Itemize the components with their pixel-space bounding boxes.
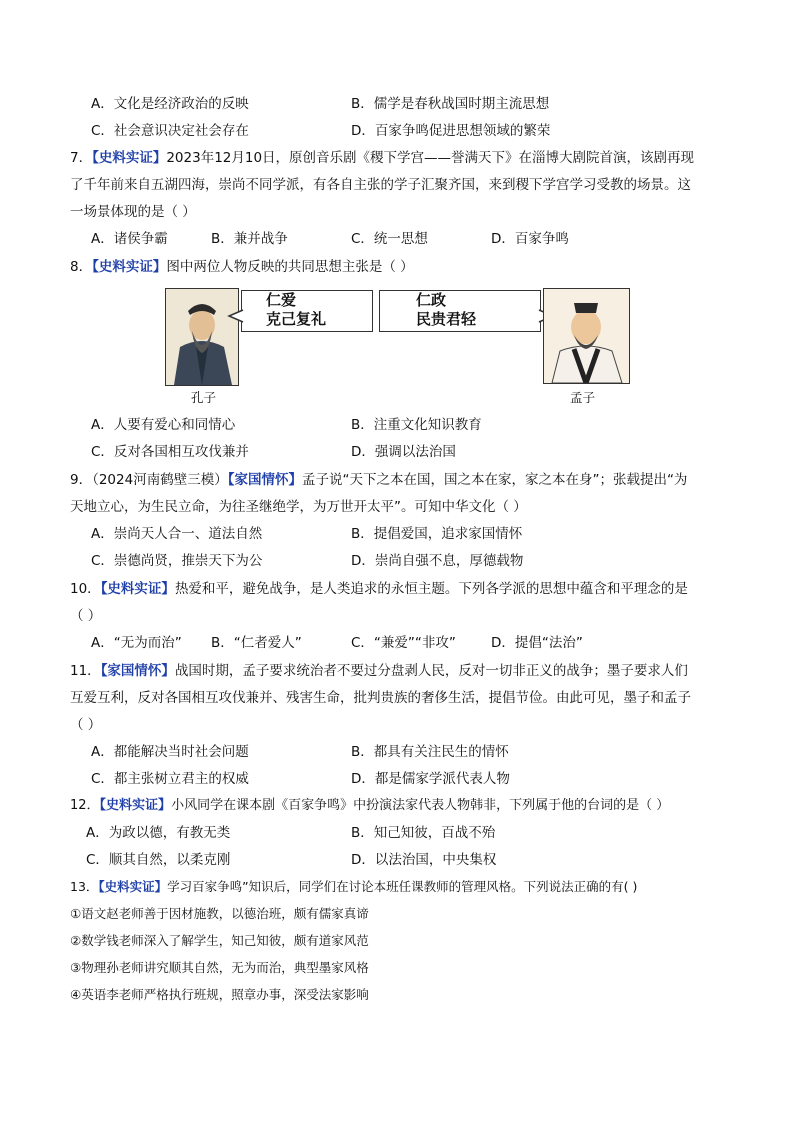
q11-stem-line1 [70, 661, 688, 681]
q8-option-b: B．注重文化知识教育 [351, 417, 482, 433]
q6-option-d: D．百家争鸣促进思想领域的繁荣 [351, 123, 551, 139]
q10-option-c: C．“兼爱”“非攻” [351, 635, 456, 651]
q10-option-d: D．提倡“法治” [491, 635, 583, 651]
q11-option-d: D．都是儒家学派代表人物 [351, 771, 510, 787]
speech-bubble-mencius [379, 290, 541, 332]
q9-tag: 【家国情怀】 [227, 472, 302, 488]
q13-item-3: ③物理孙老师讲究顺其自然，无为而治，典型墨家风格 [70, 960, 369, 975]
q11-option-c: C．都主张树立君主的权威 [91, 771, 249, 787]
q13-text: 学习百家争鸣”知识后，同学们在讨论本班任课教师的管理风格。下列说法正确的有( ) [167, 879, 638, 894]
q8-number: 8． [70, 259, 93, 275]
q6-option-a: A．文化是经济政治的反映 [91, 96, 249, 112]
q10-stem-line2: （ ） [70, 608, 102, 624]
q13-item-4: ④英语李老师严格执行班规，照章办事，深受法家影响 [70, 987, 369, 1002]
q12-stem [70, 796, 669, 816]
q12-option-c: C．顺其自然，以柔克刚 [86, 852, 231, 868]
bubble-right-line1: 仁政 [416, 291, 447, 309]
q8-option-d: D．强调以法治国 [351, 444, 456, 460]
caption-mencius: 孟子 [570, 390, 596, 405]
q7-stem-line3: 一场景体现的是（ ） [70, 204, 196, 220]
q7-number: 7． [70, 150, 93, 166]
q7-stem-line2: 了千年前来自五湖四海，崇尚不同学派，有各自主张的学子汇聚齐国，来到稷下学宫学习受教的场景。这 [70, 177, 691, 193]
q10-option-b: B．“仁者爱人” [211, 635, 302, 651]
q7-option-a: A．诸侯争霸 [91, 231, 168, 247]
q11-option-b: B．都具有关注民生的情怀 [351, 744, 509, 760]
q13-tag: 【史料实证】 [98, 879, 168, 894]
q10-number: 10． [70, 581, 101, 597]
q10-stem-line1 [70, 579, 688, 599]
q7-tag: 【史料实证】 [92, 150, 167, 166]
q9-text-1: 孟子说“天下之本在国，国之本在家，家之本在身”；张载提出“为 [301, 472, 688, 488]
q8-figure [165, 288, 630, 405]
q8-option-c: C．反对各国相互攻伐兼并 [91, 444, 249, 460]
q13-stem [70, 877, 637, 897]
q7-option-b: B．兼并战争 [211, 231, 288, 247]
q8-stem [70, 257, 414, 277]
q8-tag: 【史料实证】 [92, 259, 167, 275]
q12-number: 12． [70, 798, 100, 813]
caption-confucius: 孔子 [191, 390, 217, 405]
bubble-left-line2: 克己复礼 [266, 310, 327, 328]
q9-option-b: B．提倡爱国，追求家国情怀 [351, 526, 523, 542]
q11-stem-line3: （ ） [70, 717, 102, 733]
q9-number: 9．（2024河南鹤壁三模） [70, 472, 228, 488]
confucius-portrait [165, 288, 239, 386]
q9-option-a: A．崇尚天人合一、道法自然 [91, 526, 263, 542]
q12-option-b: B．知己知彼，百战不殆 [351, 825, 496, 841]
bubble-left-pointer [227, 308, 245, 324]
q13-number: 13． [70, 879, 99, 894]
q8-text: 图中两位人物反映的共同思想主张是（ ） [166, 259, 414, 275]
q10-option-a: A．“无为而治” [91, 635, 182, 651]
q11-option-a: A．都能解决当时社会问题 [91, 744, 249, 760]
q9-stem-line2: 天地立心，为生民立命，为往圣继绝学，为万世开太平”。可知中华文化（ ） [70, 499, 527, 515]
q8-option-a: A．人要有爱心和同情心 [91, 417, 236, 433]
q12-option-a: A．为政以德，有教无类 [86, 825, 231, 841]
q11-tag: 【家国情怀】 [100, 663, 175, 679]
q11-stem-line2: 互爱互利，反对各国相互攻伐兼并、残害生命，批判贵族的奢侈生活，提倡节俭。由此可见，墨子和孟子 [70, 690, 691, 706]
bubble-right-line2: 民贵君轻 [416, 310, 477, 328]
q9-option-d: D．崇尚自强不息，厚德载物 [351, 553, 524, 569]
bubble-left-line1: 仁爱 [266, 291, 297, 309]
q7-stem-line1 [70, 148, 694, 168]
q6-option-b: B．儒学是春秋战国时期主流思想 [351, 96, 550, 112]
q12-tag: 【史料实证】 [99, 798, 172, 813]
speech-bubble-confucius [241, 290, 373, 332]
q7-option-d: D．百家争鸣 [491, 231, 569, 247]
q9-option-c: C．崇德尚贤，推崇天下为公 [91, 553, 263, 569]
mencius-portrait [543, 288, 630, 384]
q11-number: 11． [70, 663, 101, 679]
q10-text-1: 热爱和平，避免战争，是人类追求的永恒主题。下列各学派的思想中蕴含和平理念的是 [174, 581, 688, 597]
q12-option-d: D．以法治国，中央集权 [351, 852, 497, 868]
q10-tag: 【史料实证】 [100, 581, 175, 597]
q12-text: 小风同学在课本剧《百家争鸣》中扮演法家代表人物韩非，下列属于他的台词的是（ ） [171, 798, 670, 813]
q7-option-c: C．统一思想 [351, 231, 428, 247]
q7-text-1: 2023年12月10日，原创音乐剧《稷下学宫——誉满天下》在淄博大剧院首演，该剧再现 [166, 150, 695, 166]
q6-option-c: C．社会意识决定社会存在 [91, 123, 249, 139]
q9-stem-line1 [70, 470, 687, 490]
q13-item-2: ②数学钱老师深入了解学生，知己知彼，颇有道家风范 [70, 933, 369, 948]
q13-item-1: ①语文赵老师善于因材施教，以德治班，颇有儒家真谛 [70, 906, 369, 921]
q11-text-1: 战国时期，孟子要求统治者不要过分盘剥人民，反对一切非正义的战争；墨子要求人们 [174, 663, 688, 679]
